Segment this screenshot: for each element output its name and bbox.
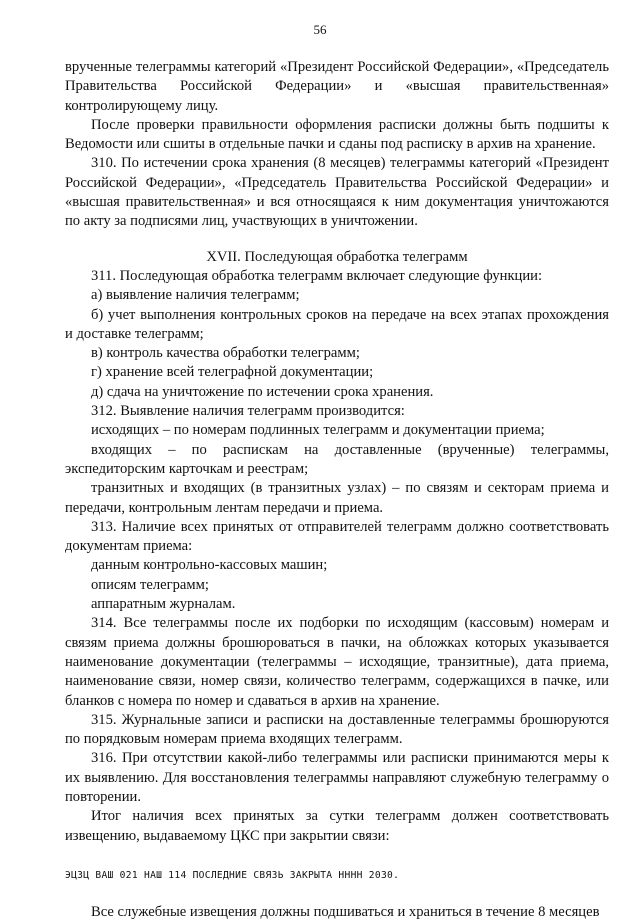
- telegram-text-line: ЭЦЗЦ ВАШ 021 НАШ 114 ПОСЛЕДНИЕ СВЯЗЬ ЗАКРЫТА НННН 2030.: [65, 869, 400, 881]
- list-item: г) хранение всей телеграфной документации;: [91, 364, 374, 381]
- paragraph: Итог наличия всех принятых за сутки телеграмм должен соответствовать извещению, выдаваемому ЦКС при закрытии связи:: [65, 808, 609, 844]
- list-item: входящих – по распискам на доставленные (врученные) телеграммы, экспедиторским карточкам и реестрам;: [65, 441, 609, 477]
- paragraph: 313. Наличие всех принятых от отправителей телеграмм должно соответствовать документам приема:: [65, 518, 609, 555]
- paragraph: 312. Выявление наличия телеграмм производится:: [91, 403, 405, 420]
- list-item: транзитных и входящих (в транзитных узлах) – по связям и секторам приема и передачи, контрольным лентам передачи и приема.: [65, 480, 609, 516]
- list-item: данным контрольно-кассовых машин;: [91, 557, 328, 574]
- paragraph: 315. Журнальные записи и расписки на доставленные телеграммы брошюруются по порядковым номерам приема входящих телеграмм.: [65, 711, 609, 748]
- paragraph: После проверки правильности оформления расписки должны быть подшиты к Ведомости или сшиты в отдельные пачки и сданы под расписку в архив на хранение.: [65, 116, 609, 153]
- list-item: описям телеграмм;: [91, 576, 209, 593]
- paragraph: 316. При отсутствии какой-либо телеграммы или расписки принимаются меры к их выявлению. Для восстановления телеграммы направляют служебную телеграмму о повторении.: [65, 750, 609, 805]
- list-item: исходящих – по номерам подлинных телеграмм и документации приема;: [91, 422, 545, 439]
- list-item: а) выявление наличия телеграмм;: [91, 287, 300, 304]
- section-heading: XVII. Последующая обработка телеграмм: [206, 248, 468, 265]
- paragraph: врученные телеграммы категорий «Президент Российской Федерации», «Председатель Правительства Российской Федерации» и «высшая правительственная» контролирующему лицу.: [65, 59, 609, 114]
- paragraph: 310. По истечении срока хранения (8 месяцев) телеграммы категорий «Президент Российской Федерации», «Председатель Правительства Российской Федерации» и «высшая правительственная» и вся относящаяся к ним документация уничтожаются по акту за подписями лиц, участвующих в уничтожении.: [65, 155, 609, 230]
- paragraph: 314. Все телеграммы после их подборки по исходящим (кассовым) номерам и связям приема должны брошюроваться в пачки, на обложках которых указывается наименование документации (телеграммы – исходящие, транзитные), дата приема, наименование связи, номер связи, количество телеграмм, содержащихся в пачке, или бланков с номера по номер и сдаваться в архив на хранение.: [65, 615, 609, 709]
- paragraph: Все служебные извещения должны подшиваться и храниться в течение 8 месяцев: [91, 904, 600, 921]
- list-item: б) учет выполнения контрольных сроков на передаче на всех этапах прохождения и доставке телеграмм;: [65, 306, 609, 342]
- paragraph: 311. Последующая обработка телеграмм включает следующие функции:: [91, 267, 543, 284]
- list-item: д) сдача на уничтожение по истечении срока хранения.: [91, 383, 434, 400]
- list-item: аппаратным журналам.: [91, 596, 236, 613]
- list-item: в) контроль качества обработки телеграмм;: [91, 345, 360, 362]
- page-number: 56: [313, 22, 327, 37]
- document-body: [65, 58, 609, 922]
